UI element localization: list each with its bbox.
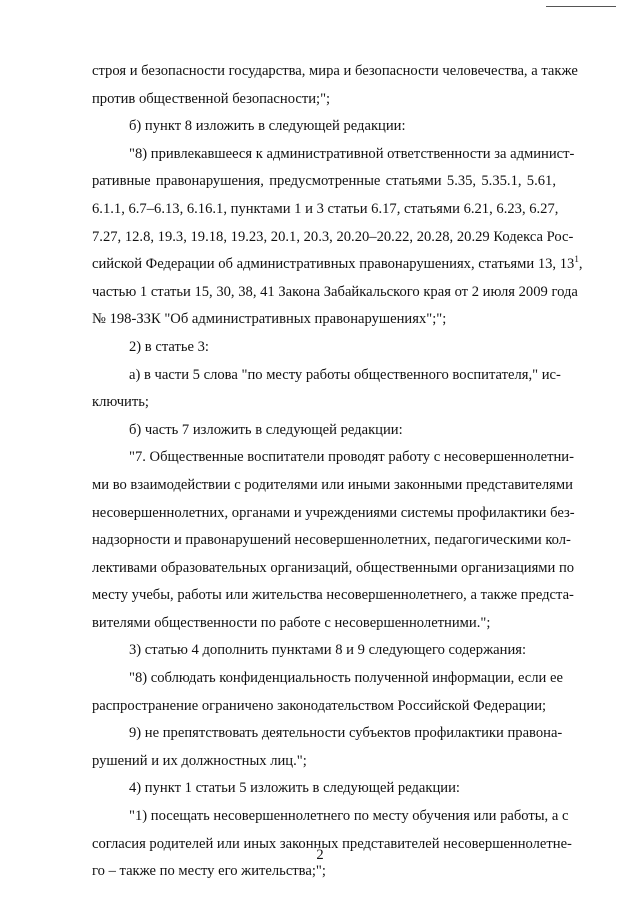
text-line <box>92 334 556 362</box>
text-line <box>92 58 578 86</box>
text-line <box>92 362 561 390</box>
text-line <box>92 775 556 803</box>
text-line <box>92 306 556 334</box>
text-line <box>92 748 556 776</box>
line-text: вителями общественности по работе с несовершеннолетними."; <box>92 614 491 631</box>
line-text: 7.27, 12.8, 19.3, 19.18, 19.23, 20.1, 20.3, 20.20–20.22, 20.28, 20.29 Кодекса Рос- <box>92 228 574 245</box>
text-line <box>92 141 575 169</box>
line-text: б) часть 7 изложить в следующей редакции: <box>129 421 403 438</box>
line-text: а) в части 5 слова "по месту работы общественного воспитателя," ис- <box>129 366 561 383</box>
text-line <box>92 196 559 224</box>
line-text: несовершеннолетних, органами и учреждениями системы профилактики без- <box>92 504 575 521</box>
text-line <box>92 555 575 583</box>
text-line <box>92 113 556 141</box>
line-text: № 198-ЗЗК "Об административных правонарушениях";"; <box>92 311 447 328</box>
text-line <box>92 86 556 114</box>
line-text: согласия родителей или иных законных представителей несовершеннолетне- <box>92 835 572 852</box>
line-text: б) пункт 8 изложить в следующей редакции: <box>129 118 406 135</box>
line-text: рушений и их должностных лиц."; <box>92 752 307 769</box>
line-text: против общественной безопасности;"; <box>92 90 331 107</box>
line-text-after: , <box>578 256 583 273</box>
text-line <box>92 224 574 252</box>
line-text: 2) в статье 3: <box>129 338 209 355</box>
line-text: надзорности и правонарушений несовершеннолетних, педагогическими кол- <box>92 532 571 549</box>
text-line <box>92 582 574 610</box>
text-line <box>92 527 571 555</box>
text-line <box>92 720 563 748</box>
text-line <box>92 637 556 665</box>
text-line <box>92 168 556 196</box>
superscript: 1 <box>574 254 579 265</box>
text-line <box>92 610 556 638</box>
line-text: ми во взаимодействии с родителями или иными законными представителями <box>92 476 573 493</box>
line-text: 3) статью 4 дополнить пунктами 8 и 9 следующего содержания: <box>129 642 527 659</box>
text-line <box>92 500 575 528</box>
line-text: 6.1.1, 6.7–6.13, 6.16.1, пунктами 1 и 3 статьи 6.17, статьями 6.21, 6.23, 6.27, <box>92 200 559 217</box>
line-text: "7. Общественные воспитатели проводят работу с несовершеннолетни- <box>129 449 574 466</box>
line-text: ключить; <box>92 394 149 411</box>
line-text: 9) не препятствовать деятельности субъектов профилактики правона- <box>129 725 563 742</box>
text-line <box>92 472 573 500</box>
line-text: "8) соблюдать конфиденциальность полученной информации, если ее <box>129 670 563 687</box>
page-number: 2 <box>316 847 324 863</box>
text-line <box>92 251 583 279</box>
line-text: го – также по месту его жительства;"; <box>92 863 326 880</box>
text-line <box>92 417 556 445</box>
text-line <box>92 665 563 693</box>
line-text: лективами образовательных организаций, общественными организациями по <box>92 559 575 576</box>
line-text: строя и безопасности государства, мира и безопасности человечества, а также <box>92 63 578 79</box>
line-text: ративные правонарушения, предусмотренные статьями 5.35, 5.35.1, 5.61, <box>92 173 556 190</box>
text-line <box>92 389 556 417</box>
line-text: "8) привлекавшееся к административной ответственности за админист- <box>129 145 575 162</box>
line-text: месту учебы, работы или жительства несовершеннолетнего, а также предста- <box>92 587 574 604</box>
text-line <box>92 279 578 307</box>
line-text: сийской Федерации об административных правонарушениях, статьями 13, 13 <box>92 256 575 273</box>
line-text: "1) посещать несовершеннолетнего по месту обучения или работы, а с <box>129 808 569 825</box>
text-line <box>92 444 574 472</box>
line-text: распространение ограничено законодательством Российской Федерации; <box>92 697 547 714</box>
corner-rule <box>546 6 616 7</box>
text-line <box>92 693 556 721</box>
text-line <box>92 803 569 831</box>
line-text: частью 1 статьи 15, 30, 38, 41 Закона Забайкальского края от 2 июля 2009 года <box>92 283 578 300</box>
document-body <box>92 58 583 886</box>
line-text: 4) пункт 1 статьи 5 изложить в следующей редакции: <box>129 780 460 797</box>
